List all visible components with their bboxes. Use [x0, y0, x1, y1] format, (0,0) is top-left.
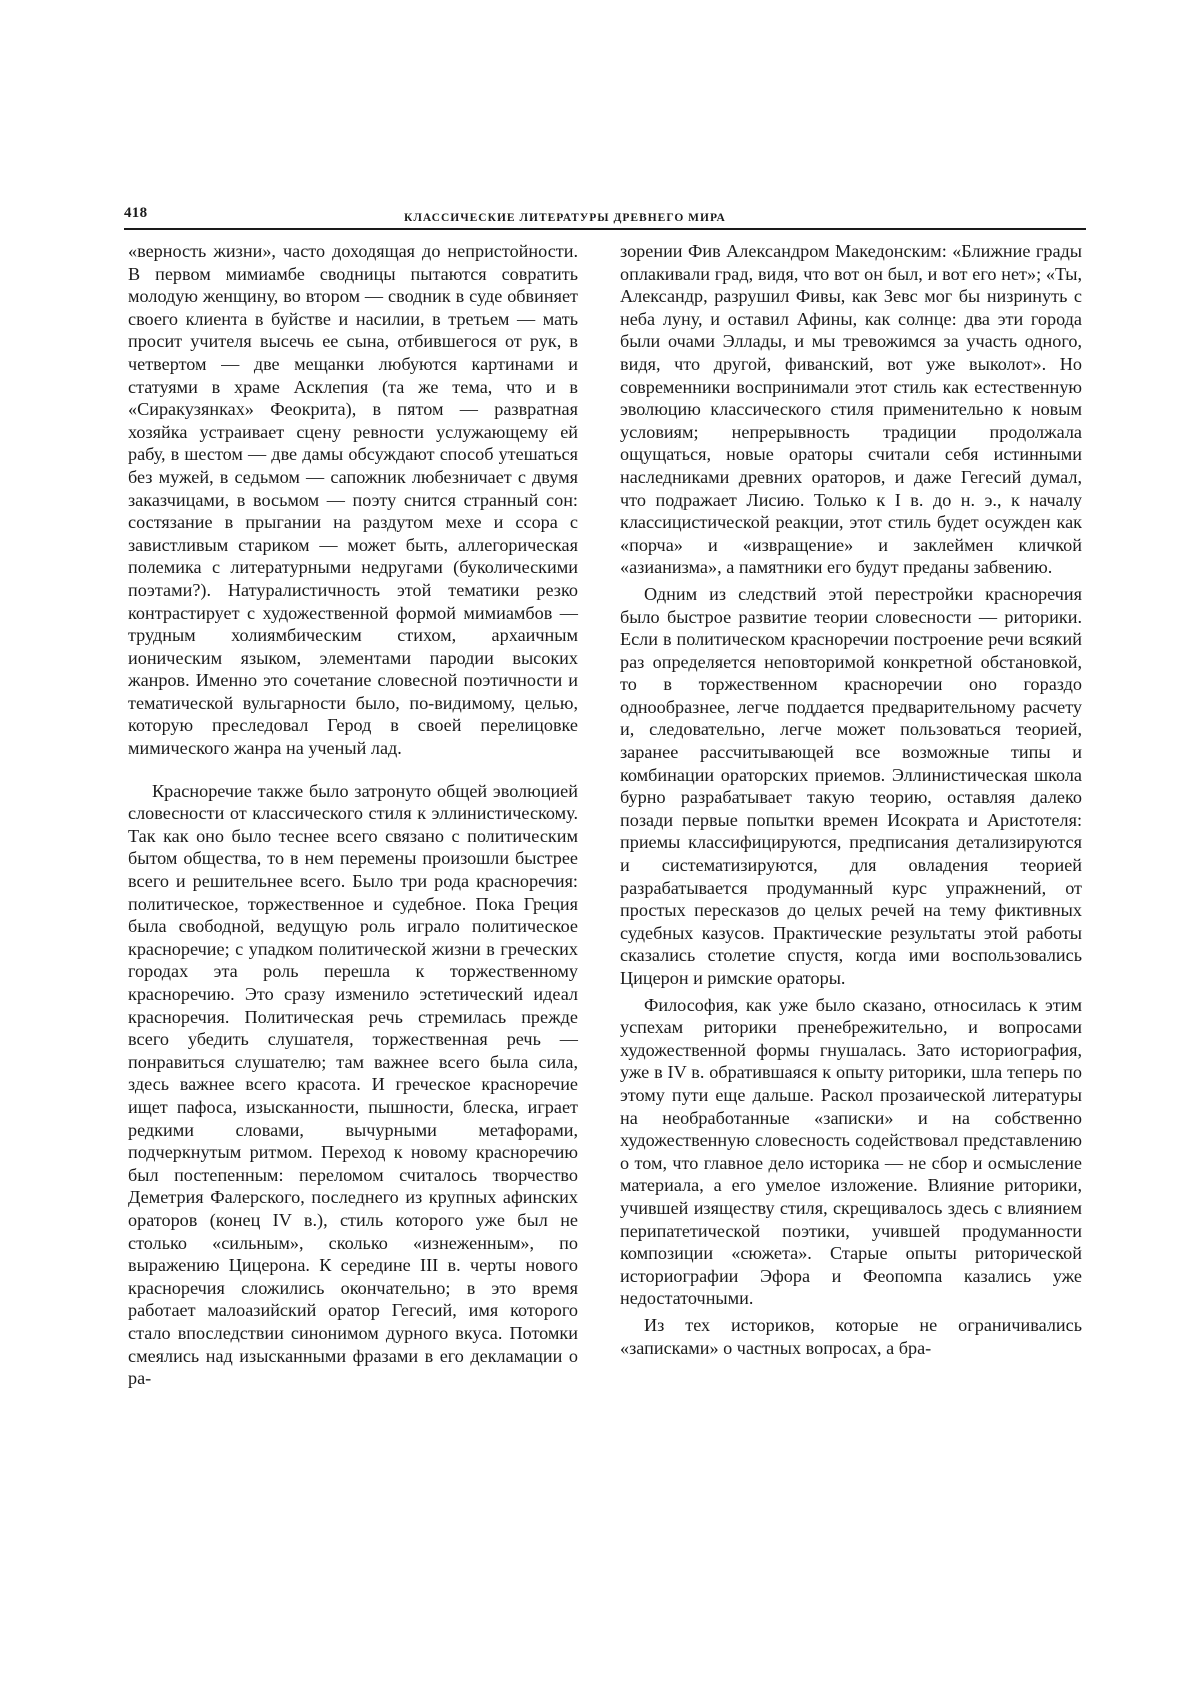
page-number: 418: [124, 205, 148, 221]
paragraph-hegesias-continuation: зорении Фив Александром Македонским: «Ближние грады оплакивали град, видя, что вот он был, и вот его нет»; «Ты, Александр, разрушил Фивы, как Зевс мог бы низринуть с неба луну, и оставил Афины, как солнце: два эти города были очами Эллады, и мы тревожимся за участь одного, видя, что другой, фиванский, вот уже выколот». Но современники воспринимали этот стиль как естественную эволюцию классического стиля применительно к новым условиям; непрерывность традиции продолжала ощущаться, новые ораторы считали себя истинными наследниками древних ораторов, и даже Гегесий думал, что подражает Лисию. Только к I в. до н. э., к началу классицистической реакции, этот стиль будет осужден как «порча» и «извращение» и заклеймен кличкой «азианизма», а памятники его будут преданы забвению.: [620, 241, 1082, 578]
running-title: КЛАССИЧЕСКИЕ ЛИТЕРАТУРЫ ДРЕВНЕГО МИРА: [404, 212, 726, 224]
running-header: [124, 205, 1086, 231]
paragraph-historiography: Философия, как уже было сказано, относилась к этим успехам риторики пренебрежительно, и вопросами художественной формы гнушалась. Зато историография, уже в IV в. обратившаяся к опыту риторики, шла теперь по этому пути еще дальше. Раскол прозаической литературы на необработанные «записки» и на собственно художественную словесность содействовал представлению о том, что главное дело историка — не сбор и осмысление материала, а его умелое изложение. Влияние риторики, учившей изяществу стиля, скрещивалось здесь с влиянием перипатетической поэтики, учившей продуманности композиции «сюжета». Старые опыты риторической историографии Эфора и Феопомпа казались уже недостаточными.: [620, 994, 1082, 1309]
paragraph-eloquence: Красноречие также было затронуто общей эволюцией словесности от классического стиля к эллинистическому. Так как оно было теснее всего связано с политическим бытом общества, то в нем перемены произошли быстрее всего и решительнее всего. Было три рода красноречия: политическое, торжественное и судебное. Пока Греция была свободной, ведущую роль играло политическое красноречие; с упадком политической жизни в греческих городах эта роль перешла к торжественному красноречию. Это сразу изменило эстетический идеал красноречия. Политическая речь стремилась прежде всего убедить слушателя, торжественная речь — понравиться слушателю; там важнее всего была сила, здесь важнее всего красота. И греческое красноречие ищет пафоса, изысканности, пышности, блеска, играет редкими словами, вычурными метафорами, подчеркнутым ритмом. Переход к новому красноречию был постепенным: переломом считалось творчество Деметрия Фалерского, последнего из крупных афинских ораторов (конец IV в.), стиль которого уже был не столько «сильным», сколько «изнеженным», по выражению Цицерона. К середине III в. черты нового красноречия сложились окончательно; в это время работает малоазийский оратор Гегесий, имя которого стало впоследствии синонимом дурного вкуса. Потомки смеялись над изысканными фразами в его декламации о ра-: [128, 780, 578, 1389]
paragraph-historians: Из тех историков, которые не ограничивались «записками» о частных вопросах, а бра-: [620, 1314, 1082, 1358]
header-rule: [124, 228, 1086, 230]
paragraph-rhetoric: Одним из следствий этой перестройки красноречия было быстрое развитие теории словесности — риторики. Если в политическом красноречии построение речи всякий раз определяется неповторимой конкретной обстановкой, то в торжественном красноречии оно гораздо однообразнее, легче поддается предварительному расчету и, следовательно, легче может пользоваться теорией, заранее рассчитывающей все возможные типы и комбинации ораторских приемов. Эллинистическая школа бурно разрабатывает такую теорию, оставляя далеко позади первые попытки времен Исократа и Аристотеля: приемы классифицируются, предписания детализируются и систематизируются, для овладения теорией разрабатывается продуманный курс упражнений, от простых пересказов до целых речей на тему фиктивных судебных казусов. Практические результаты этой работы сказались столетие спустя, когда ими воспользовались Цицерон и римские ораторы.: [620, 583, 1082, 988]
paragraph-mimiambs-continuation: «верность жизни», часто доходящая до непристойности. В первом мимиамбе сводницы пытаются совратить молодую женщину, во втором — сводник в суде обвиняет своего клиента в буйстве и насилии, в третьем — мать просит учителя высечь ее сына, отбившегося от рук, в четвертом — две мещанки любуются картинами и статуями в храме Асклепия (та же тема, что и в «Сиракузянках» Феокрита), в пятом — развратная хозяйка устраивает сцену ревности услужающему ей рабу, в шестом — две дамы обсуждают способ утешаться без мужей, в седьмом — сапожник любезничает с двумя заказчицами, в восьмом — поэту снится странный сон: состязание в прыгании на раздутом мехе и ссора с завистливым стариком — может быть, аллегорическая полемика с литературными недругами (буколическими поэтами?). Натуралистичность этой тематики резко контрастирует с художественной формой мимиамбов — трудным холиямбическим стихом, архаичным ионическим языком, элементами пародии высоких жанров. Именно это сочетание словесной поэтичности и тематической вульгарности было, по-видимому, целью, которую преследовал Герод в своей перелицовке мимического жанра на ученый лад.: [128, 241, 578, 759]
left-column: [128, 240, 578, 1390]
right-column: [620, 240, 1082, 1359]
